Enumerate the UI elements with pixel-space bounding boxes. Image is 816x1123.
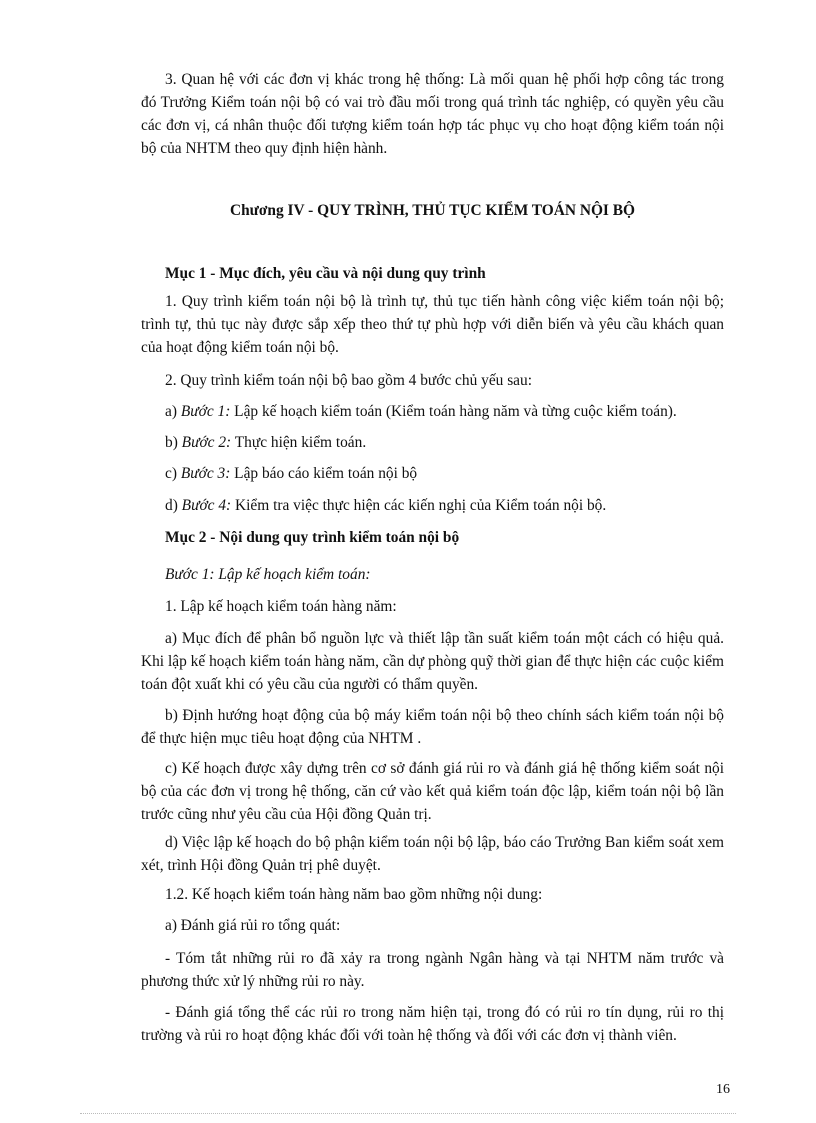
step-label: Bước 1: <box>180 403 231 420</box>
paragraph-a: a) Mục đích để phân bổ nguồn lực và thiết lập tần suất kiểm toán một cách có hiệu quả. Khi lập kế hoạch kiểm toán hàng năm, cần dự phòng quỹ thời gian để thực hiện các cuộc kiểm toán đột xuất khi có yêu cầu của người có thẩm quyền. <box>141 630 724 693</box>
paragraph-1-2: 1.2. Kế hoạch kiểm toán hàng năm bao gồm những nội dung: <box>165 886 543 903</box>
step-label: Bước 2: <box>181 434 232 451</box>
paragraph-relations: 3. Quan hệ với các đơn vị khác trong hệ thống: Là mối quan hệ phối hợp công tác trong đó Trưởng Kiểm toán nội bộ có vai trò đầu mối trong quá trình tác nghiệp, có quyền yêu cầu các đơn vị, cá nhân thuộc đối tượng kiểm toán hợp tác phục vụ cho hoạt động kiểm toán nội bộ của NHTM theo quy định hiện hành. <box>141 71 724 157</box>
paragraph-dash-1: - Tóm tắt những rủi ro đã xảy ra trong ngành Ngân hàng và tại NHTM năm trước và phương thức xử lý những rủi ro này. <box>141 950 724 990</box>
paragraph-d: d) Việc lập kế hoạch do bộ phận kiểm toán nội bộ lập, báo cáo Trưởng Ban kiểm soát xem xét, trình Hội đồng Quản trị phê duyệt. <box>141 834 724 874</box>
section1-heading: Mục 1 - Mục đích, yêu cầu và nội dung quy trình <box>165 265 486 282</box>
step-prefix: d) <box>165 497 182 514</box>
step-prefix: b) <box>165 434 182 451</box>
step-prefix: a) <box>165 403 181 420</box>
page-number: 16 <box>716 1082 730 1097</box>
step-prefix: c) <box>165 465 181 482</box>
paragraph-risk: a) Đánh giá rủi ro tổng quát: <box>165 917 341 934</box>
step1-heading: Bước 1: Lập kế hoạch kiểm toán: <box>165 566 371 583</box>
paragraph-b: b) Định hướng hoạt động của bộ máy kiểm toán nội bộ theo chính sách kiểm toán nội bộ để thực hiện mục tiêu hoạt động của NHTM . <box>141 707 724 747</box>
chapter-title: Chương IV - QUY TRÌNH, THỦ TỤC KIỂM TOÁN NỘI BỘ <box>229 202 636 219</box>
step-item <box>141 400 724 423</box>
paragraph-dash-2: - Đánh giá tổng thể các rủi ro trong năm hiện tại, trong đó có rủi ro tín dụng, rủi ro thị trường và rủi ro hoạt động khác đối với toàn hệ thống và đối với các đơn vị thành viên. <box>141 1004 724 1044</box>
step-text: Lập kế hoạch kiểm toán (Kiểm toán hàng năm và từng cuộc kiểm toán). <box>230 403 677 420</box>
step-text: Kiểm tra việc thực hiện các kiến nghị của Kiểm toán nội bộ. <box>231 497 607 514</box>
step-item <box>141 494 724 517</box>
step-text: Lập báo cáo kiểm toán nội bộ <box>230 465 418 482</box>
step-item <box>141 462 724 485</box>
step-text: Thực hiện kiểm toán. <box>231 434 367 451</box>
section2-heading: Mục 2 - Nội dung quy trình kiểm toán nội bộ <box>165 529 460 546</box>
step-label: Bước 3: <box>180 465 231 482</box>
page-bottom-divider <box>80 1113 736 1114</box>
annual-plan-heading: 1. Lập kế hoạch kiểm toán hàng năm: <box>165 598 397 615</box>
section1-paragraph-1: 1. Quy trình kiểm toán nội bộ là trình tự, thủ tục tiến hành công việc kiểm toán nội bộ; trình tự, thủ tục này được sắp xếp theo thứ tự phù hợp với diễn biến và yêu cầu khách quan của hoạt động kiểm toán nội bộ. <box>141 293 724 356</box>
section1-paragraph-2: 2. Quy trình kiểm toán nội bộ bao gồm 4 bước chủ yếu sau: <box>165 372 532 389</box>
step-label: Bước 4: <box>181 497 232 514</box>
step-item <box>141 431 724 454</box>
paragraph-c: c) Kế hoạch được xây dựng trên cơ sở đánh giá rủi ro và đánh giá hệ thống kiểm soát nội bộ của các đơn vị trong hệ thống, căn cứ vào kết quả kiểm toán độc lập, kiểm toán nội bộ lần trước cũng như yêu cầu của Hội đồng Quản trị. <box>141 760 724 823</box>
